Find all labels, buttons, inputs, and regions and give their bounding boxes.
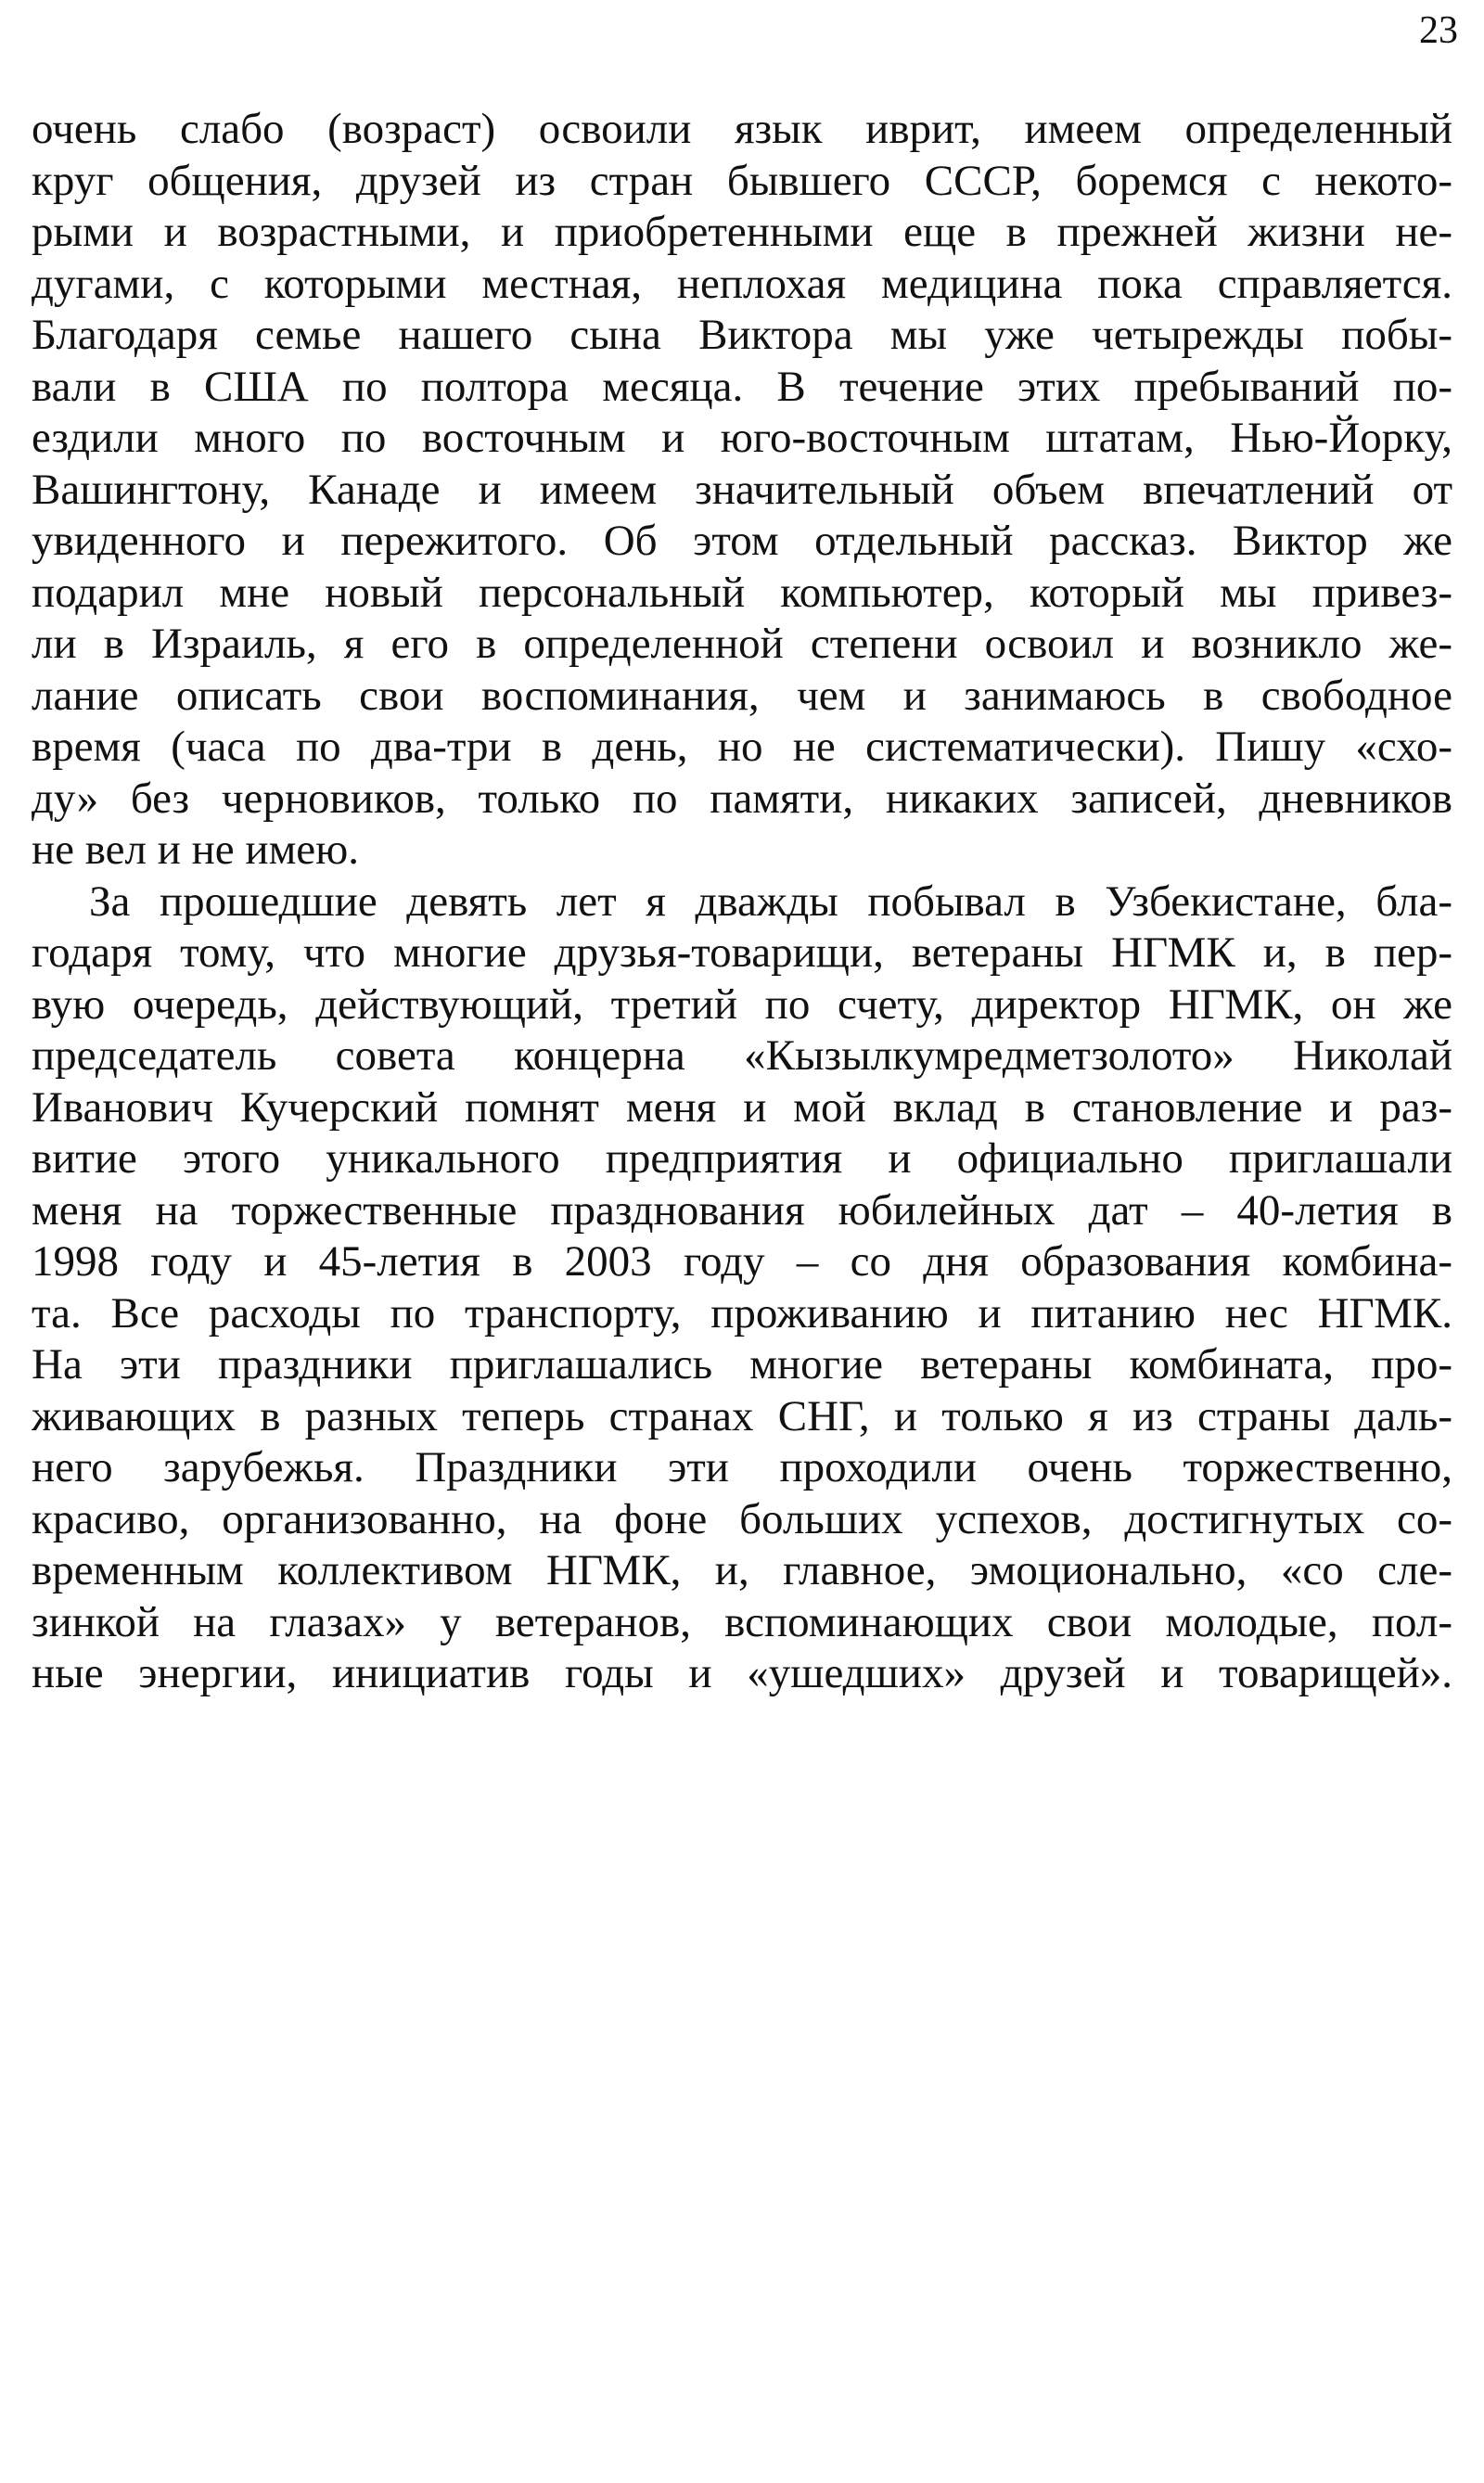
text-line: меня на торжественные празднования юбилейных дат – 40-летия в [32,1185,1452,1235]
text-line: ли в Израиль, я его в определенной степени освоил и возникло же- [32,620,1452,668]
text-line: ду» без черновиков, только по памяти, никаких записей, дневников [32,774,1452,823]
text-line: не вел и не имею. [32,826,360,874]
paragraph-2 [32,877,1452,1700]
text-line: увиденного и пережитого. Об этом отдельный рассказ. Виктор же [32,517,1452,565]
text-line: красиво, организованно, на фоне больших успехов, достигнутых со- [32,1494,1452,1543]
text-line: Благодаря семье нашего сына Виктора мы уже четырежды побы- [32,311,1452,359]
text-line: председатель совета концерна «Кызылкумредметзолото» Николай [32,1031,1452,1080]
text-line: зинкой на глазах» у ветеранов, вспоминающих свои молодые, пол- [32,1597,1452,1646]
text-line: та. Все расходы по транспорту, проживанию и питанию нес НГМК. [32,1288,1452,1337]
text-line: На эти праздники приглашались многие ветераны комбината, про- [32,1340,1452,1389]
text-line: него зарубежья. Праздники эти проходили очень торжественно, [32,1443,1452,1491]
text-line: вую очередь, действующий, третий по счету, директор НГМК, он же [32,979,1452,1029]
text-line: вали в США по полтора месяца. В течение этих пребываний по- [32,362,1452,411]
text-line: ездили много по восточным и юго-восточным штатам, Нью-Йорку, [32,414,1452,462]
page-number: 23 [1419,9,1458,52]
text-line: Вашингтону, Канаде и имеем значительный объем впечатлений от [32,465,1452,514]
page-body [32,104,1452,1700]
text-line: рыми и возрастными, и приобретенными еще в прежней жизни не- [32,208,1452,256]
text-line: круг общения, друзей из стран бывшего СССР, боремся с некото- [32,156,1452,205]
text-line: подарил мне новый персональный компьютер, который мы привез- [32,568,1452,617]
text-line: живающих в разных теперь странах СНГ, и только я из страны даль- [32,1391,1452,1440]
text-line: Иванович Кучерский помнят меня и мой вклад в становление и раз- [32,1082,1452,1132]
text-line: временным коллективом НГМК, и, главное, эмоционально, «со сле- [32,1546,1452,1594]
text-line: лание описать свои воспоминания, чем и занимаюсь в свободное [32,671,1452,720]
text-line: очень слабо (возраст) освоили язык иврит, имеем определенный [32,105,1452,153]
paragraph-1 [32,104,1452,877]
text-line: время (часа по два-три в день, но не систематически). Пишу «схо- [32,723,1452,771]
text-line: За прошедшие девять лет я дважды побывал в Узбекистане, бла- [89,877,1452,926]
text-line: дугами, с которыми местная, неплохая медицина пока справляется. [32,259,1452,308]
text-line: годаря тому, что многие друзья-товарищи, ветераны НГМК и, в пер- [32,928,1452,977]
text-line: витие этого уникального предприятия и официально приглашали [32,1134,1452,1183]
text-line: 1998 году и 45-летия в 2003 году – со дня образования комбина- [32,1237,1452,1286]
text-line: ные энергии, инициатив годы и «ушедших» друзей и товарищей». [32,1649,1452,1697]
